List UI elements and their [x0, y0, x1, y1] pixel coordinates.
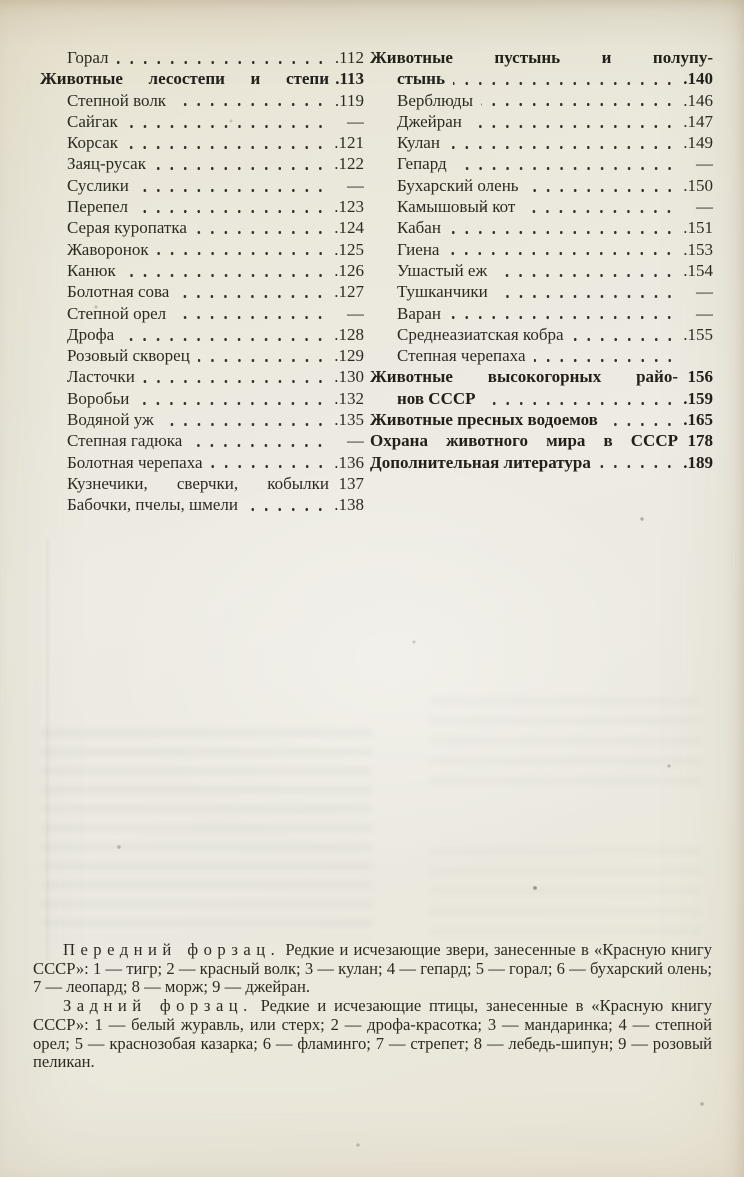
toc-page-number: —	[696, 282, 713, 302]
toc-entry-label: Степная черепаха	[397, 346, 526, 366]
toc-leader-dots	[449, 315, 676, 320]
toc-page-number: .189	[683, 452, 713, 472]
toc-entry-row	[40, 112, 364, 133]
toc-entry-label: нов СССР	[397, 388, 476, 408]
toc-leader-dots	[124, 273, 327, 278]
toc-entry-label: стынь	[397, 69, 445, 89]
toc-entry-label: Розовый скворец	[67, 346, 190, 366]
toc-page-number: .147	[683, 111, 713, 131]
toc-leader-dots	[449, 230, 676, 235]
toc-entry-row	[370, 346, 713, 367]
toc-page-number: .119	[334, 90, 364, 110]
toc-entry-row	[370, 261, 713, 282]
toc-page-number: .154	[683, 260, 713, 280]
toc-leader-dots	[481, 102, 676, 107]
toc-leader-dots	[453, 81, 676, 86]
toc-entry-row	[370, 240, 713, 261]
toc-entry-row	[40, 431, 364, 452]
toc-leader-dots	[606, 422, 676, 427]
toc-leader-dots	[174, 315, 327, 320]
toc-leader-dots	[455, 166, 676, 171]
toc-page-number: .121	[334, 133, 364, 153]
page-showthrough-right-upper	[430, 698, 700, 798]
toc-entry-row	[40, 48, 364, 69]
toc-page-number: .146	[683, 90, 713, 110]
toc-entry-row	[370, 197, 713, 218]
toc-leader-dots	[198, 358, 327, 363]
toc-entry-label: Животные пустынь и полупу-	[370, 48, 713, 67]
toc-leader-dots	[496, 294, 676, 299]
toc-page-number: .140	[683, 69, 713, 89]
toc-page-number: 156	[687, 367, 713, 387]
toc-page-number: .138	[334, 495, 364, 515]
toc-entry-label: Ушастый еж	[397, 260, 488, 280]
toc-page-number: .135	[334, 410, 364, 430]
toc-page-number: .125	[334, 239, 364, 259]
toc-leader-dots	[157, 251, 327, 256]
toc-entry-row	[40, 325, 364, 346]
toc-entry-row	[370, 367, 713, 388]
toc-leader-dots	[126, 145, 327, 150]
toc-leader-dots	[136, 209, 327, 214]
caption-text: Редкие и исчезающие звери, занесенные в «Красную книгу СССР»: 1 — тигр; 2 — красный волк; 3 — кулан; 4 — гепард; 5 — горал; 6 — бухарский олень; 7 — леопард; 8 — морж; 9 — джейран.	[33, 940, 713, 997]
toc-entry-label: Горал	[67, 48, 109, 67]
toc-entry-row	[40, 304, 364, 325]
toc-entry-row	[40, 133, 364, 154]
toc-leader-dots	[523, 209, 676, 214]
toc-entry-row	[370, 176, 713, 197]
toc-entry-label: Дополнительная литература	[370, 452, 591, 472]
toc-entry-row	[370, 282, 713, 303]
toc-leader-dots	[143, 379, 327, 384]
toc-entry-row	[370, 389, 713, 410]
caption-paragraph	[33, 997, 712, 1072]
toc-entry-row	[370, 91, 713, 112]
toc-page-number: .159	[683, 388, 713, 408]
toc-entry-row	[40, 240, 364, 261]
toc-page-number: 178	[687, 431, 713, 451]
toc-entry-label: Воробьи	[67, 388, 130, 408]
toc-page-number: .123	[334, 197, 364, 217]
toc-entry-label: Камышовый кот	[397, 197, 516, 217]
toc-entry-row	[370, 304, 713, 325]
toc-leader-dots	[448, 145, 676, 150]
toc-leader-dots	[154, 166, 327, 171]
toc-page-number: .136	[334, 452, 364, 472]
toc-entry-row	[370, 48, 713, 69]
toc-page-number: .132	[334, 388, 364, 408]
toc-entry-label: Суслики	[67, 175, 129, 195]
toc-page-number: .129	[334, 346, 364, 366]
toc-entry-row	[40, 346, 364, 367]
paper-crease-line	[47, 540, 48, 960]
toc-entry-label: Серая куропатка	[67, 218, 187, 238]
toc-leader-dots	[137, 188, 327, 193]
caption-text: Редкие и исчезающие птицы, занесенные в «Красную книгу СССР»: 1 — белый журавль, или стерх; 2 — дрофа-красотка; 3 — мандаринка; 4 — степной орел; 5 — краснозобая казарка; 6 — фламинго; 7 — стрепет; 8 — лебедь-шипун; 9 — розовый пеликан.	[33, 996, 712, 1072]
toc-page-number: —	[696, 154, 713, 174]
toc-entry-row	[40, 176, 364, 197]
toc-page-number: 137	[338, 473, 364, 493]
page-showthrough-left	[42, 730, 372, 940]
toc-page-number: .124	[334, 218, 364, 238]
toc-entry-row	[40, 389, 364, 410]
toc-page-number: .113	[335, 69, 364, 89]
toc-entry-label: Бухарский олень	[397, 175, 519, 195]
toc-entry-row	[40, 197, 364, 218]
toc-entry-label: Перепел	[67, 197, 128, 217]
toc-page-number: —	[347, 303, 364, 323]
toc-page-number: —	[347, 175, 364, 195]
toc-page-number: .130	[334, 367, 364, 387]
toc-entry-row	[370, 325, 713, 346]
toc-entry-label: Гепард	[397, 154, 447, 174]
table-of-contents	[40, 48, 713, 517]
toc-entry-row	[370, 154, 713, 175]
toc-leader-dots	[484, 401, 676, 406]
toc-page-number: .122	[334, 154, 364, 174]
toc-leader-dots	[599, 464, 676, 469]
toc-entry-label: Гиена	[397, 239, 440, 259]
toc-entry-label: Ласточки	[67, 367, 135, 387]
toc-leader-dots	[117, 60, 327, 65]
toc-entry-label: Верблюды	[397, 90, 474, 110]
toc-leader-dots	[495, 273, 676, 278]
toc-entry-row	[370, 69, 713, 90]
toc-entry-label: Жаворонок	[67, 239, 149, 259]
toc-leader-dots	[246, 507, 327, 512]
toc-entry-row	[40, 453, 364, 474]
toc-page-number: —	[696, 303, 713, 323]
caption-paragraph	[33, 941, 712, 997]
toc-entry-label: Джейран	[397, 111, 462, 131]
toc-page-number: .165	[683, 410, 713, 430]
toc-leader-dots	[534, 358, 676, 363]
toc-entry-label: Варан	[397, 303, 442, 323]
toc-entry-row	[40, 282, 364, 303]
toc-entry-row	[40, 91, 364, 112]
toc-entry-row	[40, 261, 364, 282]
toc-page-number: .153	[683, 239, 713, 259]
toc-entry-label: Степная гадюка	[67, 431, 183, 451]
toc-leader-dots	[190, 443, 327, 448]
toc-page-number: .149	[683, 133, 713, 153]
toc-entry-row	[370, 218, 713, 239]
toc-page-number: —	[347, 111, 364, 131]
toc-entry-label: Болотная черепаха	[67, 452, 203, 472]
toc-entry-row	[40, 474, 364, 495]
toc-entry-label: Кабан	[397, 218, 441, 238]
toc-entry-label: Охрана животного мира в СССР	[370, 431, 678, 451]
toc-page-number: .112	[334, 48, 364, 67]
caption-leadin: Передний форзац.	[63, 940, 281, 959]
toc-entry-label: Среднеазиатская кобра	[397, 324, 564, 344]
toc-entry-label: Водяной уж	[67, 410, 154, 430]
toc-entry-row	[40, 410, 364, 431]
toc-entry-row	[40, 218, 364, 239]
toc-leader-dots	[174, 102, 327, 107]
toc-page-number: .155	[683, 324, 713, 344]
toc-entry-label: Животные высокогорных райо-	[370, 367, 678, 387]
toc-entry-label: Тушканчики	[397, 282, 488, 302]
toc-leader-dots	[137, 401, 327, 406]
toc-entry-label: Животные лесостепи и степи	[40, 69, 329, 89]
toc-entry-row	[40, 69, 364, 90]
toc-page-number: —	[696, 197, 713, 217]
toc-leader-dots	[527, 188, 676, 193]
toc-entry-row	[370, 410, 713, 431]
page-showthrough-right-lower	[430, 848, 700, 938]
toc-entry-row	[370, 133, 713, 154]
toc-entry-row	[40, 154, 364, 175]
toc-leader-dots	[195, 230, 327, 235]
toc-leader-dots	[177, 294, 327, 299]
toc-leader-dots	[211, 464, 327, 469]
toc-page-number: .128	[334, 324, 364, 344]
toc-entry-label: Канюк	[67, 260, 116, 280]
toc-page-number: .127	[334, 282, 364, 302]
toc-leader-dots	[447, 251, 676, 256]
toc-entry-label: Болотная сова	[67, 282, 170, 302]
dust-specks	[0, 0, 2, 2]
toc-entry-label: Степной волк	[67, 90, 167, 110]
toc-entry-row	[370, 453, 713, 474]
toc-entry-label: Сайгак	[67, 111, 118, 131]
toc-entry-row	[40, 367, 364, 388]
toc-leader-dots	[572, 337, 676, 342]
toc-right-column	[370, 48, 713, 517]
toc-entry-label: Дрофа	[67, 324, 115, 344]
toc-entry-label: Корсак	[67, 133, 119, 153]
toc-entry-label: Бабочки, пчелы, шмели	[67, 495, 238, 515]
caption-leadin: Задний форзац.	[63, 996, 253, 1016]
toc-entry-label: Кузнечики, сверчки, кобылки	[67, 473, 329, 493]
toc-page-number: .150	[683, 175, 713, 195]
toc-entry-label: Животные пресных водоемов	[370, 410, 598, 430]
toc-entry-row	[370, 431, 713, 452]
captions-block	[33, 941, 712, 1072]
toc-page-number: .151	[683, 218, 713, 238]
toc-entry-label: Кулан	[397, 133, 440, 153]
toc-page-number: —	[347, 431, 364, 451]
toc-leader-dots	[126, 124, 327, 129]
toc-entry-row	[40, 495, 364, 516]
toc-leader-dots	[470, 124, 676, 129]
toc-entry-row	[370, 112, 713, 133]
toc-leader-dots	[162, 422, 327, 427]
toc-leader-dots	[122, 337, 327, 342]
toc-left-column	[40, 48, 364, 517]
toc-page-number: .126	[334, 260, 364, 280]
toc-entry-label: Степной орел	[67, 303, 167, 323]
toc-entry-label: Заяц-русак	[67, 154, 146, 174]
